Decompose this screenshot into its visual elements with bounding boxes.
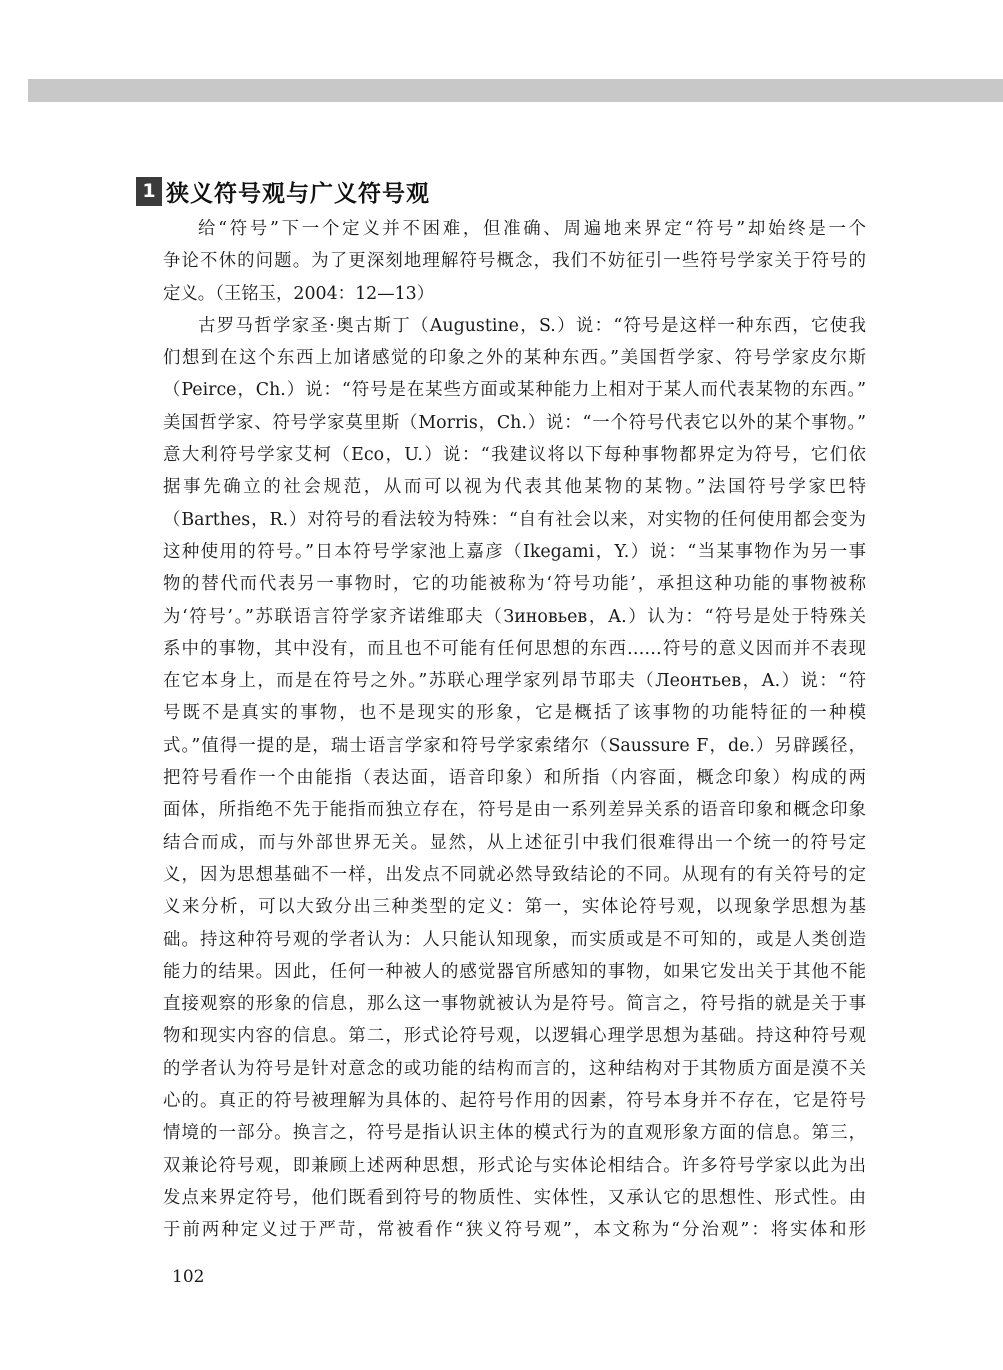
text-line: 系中的事物，其中没有，而且也不可能有任何思想的东西……符号的意义因而并不表现	[163, 638, 866, 659]
text-line: 古罗马哲学家圣·奥古斯丁（Augustine，S.）说：“符号是这样一种东西，它使我	[198, 315, 866, 336]
text-line: 情境的一部分。换言之，符号是指认识主体的模式行为的直观形象方面的信息。第三，	[163, 1123, 866, 1144]
text-line: （Barthes，R.）对符号的看法较为特殊：“自有社会以来，对实物的任何使用都会变为	[163, 509, 866, 530]
text-line: 美国哲学家、符号学家莫里斯（Morris，Ch.）说：“一个符号代表它以外的某个事物。”	[163, 412, 866, 433]
text-line: 定义。（王铭玉，2004：12—13）	[163, 283, 435, 304]
text-line: 在它本身上，而是在符号之外。”苏联心理学家列昂节耶夫（Леонтьев，А.）说：“符	[163, 671, 866, 692]
text-line: 给“符号”下一个定义并不困难，但准确、周遍地来界定“符号”却始终是一个	[198, 219, 866, 239]
text-line: 们想到在这个东西上加诸感觉的印象之外的某种东西。”美国哲学家、符号学家皮尔斯	[163, 348, 866, 369]
section-title: 狭义符号观与广义符号观	[166, 180, 430, 207]
section-heading	[136, 175, 430, 207]
text-line: 物的替代而代表另一事物时，它的功能被称为‘符号功能’，承担这种功能的事物被称	[163, 574, 866, 595]
text-line: 心的。真正的符号被理解为具体的、起符号作用的因素，符号本身并不存在，它是符号	[163, 1091, 866, 1112]
page-number: 102	[172, 1267, 205, 1287]
text-line: 义，因为思想基础不一样，出发点不同就必然导致结论的不同。从现有的有关符号的定	[163, 864, 866, 885]
text-line: 争论不休的问题。为了更深刻地理解符号概念，我们不妨征引一些符号学家关于符号的	[163, 251, 866, 272]
text-line: 双兼论符号观，即兼顾上述两种思想，形式论与实体论相结合。许多符号学家以此为出	[163, 1155, 866, 1176]
header-band	[28, 79, 1003, 102]
section-number-badge: 1	[136, 177, 162, 206]
text-line: 这种使用的符号。”日本符号学家池上嘉彦（Ikegami，Y.）说：“当某事物作为另一事	[163, 541, 866, 562]
text-line: 于前两种定义过于严苛，常被看作“狭义符号观”，本文称为“分治观”：将实体和形	[163, 1220, 866, 1241]
body-text	[163, 213, 866, 1247]
text-line: 的学者认为符号是针对意念的或功能的结构而言的，这种结构对于其物质方面是漠不关	[163, 1058, 866, 1079]
text-line: 义来分析，可以大致分出三种类型的定义：第一，实体论符号观，以现象学思想为基	[163, 897, 866, 918]
text-line: 意大利符号学家艾柯（Eco，U.）说：“我建议将以下每种事物都界定为符号，它们依	[163, 445, 866, 466]
text-line: 物和现实内容的信息。第二，形式论符号观，以逻辑心理学思想为基础。持这种符号观	[163, 1026, 866, 1047]
text-line: 面体，所指绝不先于能指而独立存在，符号是由一系列差异关系的语音印象和概念印象	[163, 800, 866, 821]
text-line: 为‘符号’。”苏联语言符学家齐诺维耶夫（Зиновьев，А.）认为：“符号是处于特殊关	[163, 606, 866, 627]
text-line: 式。”值得一提的是，瑞士语言学家和符号学家索绪尔（Saussure F，de.）另辟蹊径，	[163, 735, 866, 756]
text-line: 能力的结果。因此，任何一种被人的感觉器官所感知的事物，如果它发出关于其他不能	[163, 961, 866, 982]
text-line: 发点来界定符号，他们既看到符号的物质性、实体性，又承认它的思想性、形式性。由	[163, 1187, 866, 1208]
text-line: 结合而成，而与外部世界无关。显然，从上述征引中我们很难得出一个统一的符号定	[163, 832, 866, 853]
text-line: 把符号看作一个由能指（表达面，语音印象）和所指（内容面，概念印象）构成的两	[163, 768, 866, 789]
text-line: 据事先确立的社会规范，从而可以视为代表其他某物的某物。”法国符号学家巴特	[163, 477, 866, 498]
text-line: （Peirce，Ch.）说：“符号是在某些方面或某种能力上相对于某人而代表某物的东西。”	[163, 380, 866, 401]
text-line: 础。持这种符号观的学者认为：人只能认知现象，而实质或是不可知的，或是人类创造	[163, 929, 866, 950]
text-line: 直接观察的形象的信息，那么这一事物就被认为是符号。简言之，符号指的就是关于事	[163, 994, 866, 1015]
text-line: 号既不是真实的事物，也不是现实的形象，它是概括了该事物的功能特征的一种模	[163, 703, 866, 724]
